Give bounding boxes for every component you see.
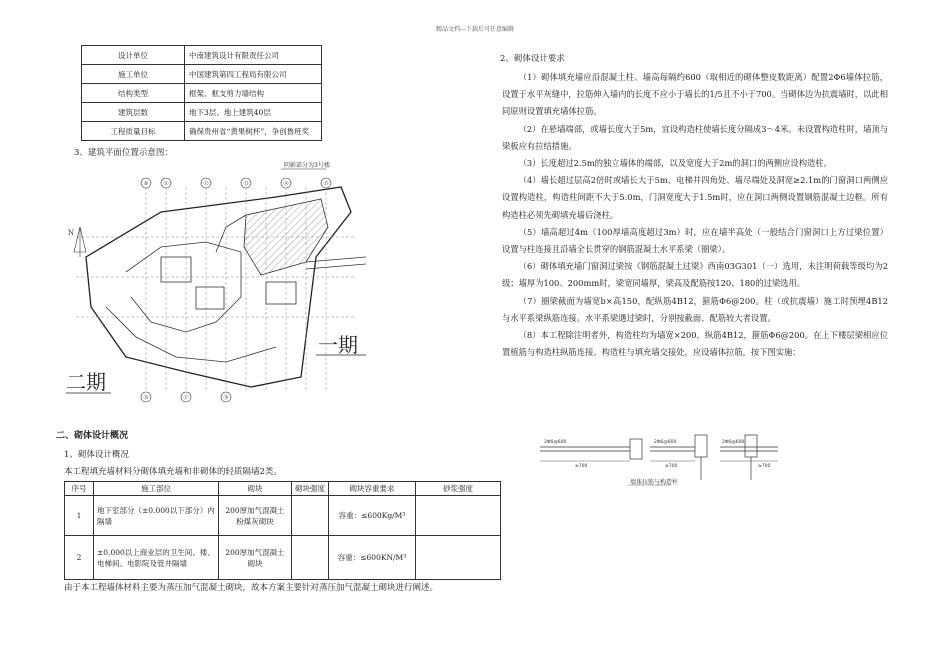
- table-row: 结构类型 框架、框支剪力墙结构: [82, 84, 322, 103]
- table-row: 建筑层数 地下3层、地上建筑40层: [82, 103, 322, 122]
- rebar-label: 2Φ6@600: [722, 440, 745, 445]
- subsection-heading: 1、砌体设计概况: [64, 450, 129, 460]
- section-heading-masonry: 二、砌体设计概况: [56, 431, 129, 441]
- site-plan-drawing: [66, 157, 406, 412]
- axis-label: ⑬: [243, 181, 249, 187]
- dimension-label: ≥700: [665, 464, 678, 469]
- table-header-row: 序号 施工部位 砌块 砌块强度 砌块容重要求 砂浆强度: [65, 482, 501, 496]
- site-plan-note: 阴影部分为3号楼: [284, 162, 330, 169]
- requirement-item: （3）长度超过2.5m的独立墙体的端部，以及宽度大于2m的洞口的两侧应设构造柱。: [518, 158, 832, 169]
- table-row: 设计单位 中南建筑设计有限责任公司: [82, 46, 322, 65]
- dimension-label: ≥700: [758, 464, 771, 469]
- site-plan-title: 3、建筑平面位置示意图：: [74, 148, 173, 158]
- project-info-table: [81, 45, 322, 141]
- masonry-closing-paragraph: 由于本工程墙体材料主要为蒸压加气混凝土砌块，故本方案主要针对蒸压加气混凝土砌块进行阐述。: [64, 583, 439, 593]
- figure-caption: 墙体拉筋与构造柱: [630, 479, 679, 486]
- axis-label: ⑱: [223, 395, 229, 401]
- rebar-label: 2Φ6@600: [544, 440, 567, 445]
- requirement-item: （5）墙高超过4m（100厚墙高度超过3m）时，应在墙半高处（一般结合门窗洞口上方过梁位置）设置与柱连接且沿墙全长贯穿的钢筋混凝土水平系梁（圈梁）。: [502, 226, 888, 255]
- page-header: 精品文档---下载后可任意编辑: [435, 26, 515, 33]
- requirements-body: [502, 69, 888, 361]
- wall-tie-detail-drawing: [530, 425, 790, 487]
- masonry-intro: 本工程填充墙材料分砌体填充墙和非砌体的轻质隔墙2类。: [64, 467, 282, 477]
- requirement-item: （1）砌体填充墙应沿混凝土柱、墙高每隔约600（取相近的砌体整皮数距离）配置2Φ6墙体拉筋，设置于水平灰缝中，拉筋伸入墙内的长度不应小于墙长的1/5且不小于700。当砌体边为抗震墙时，以此相同原则设置填充墙体拉筋。: [502, 72, 888, 117]
- phase-one-label: 一期: [318, 333, 358, 357]
- requirement-item: （6）砌体填充墙门窗洞过梁按《钢筋混凝土过梁》西南03G301（一）选用，未注明荷载等级均为2级；墙厚为100、200mm时，梁宽同墙厚，梁高及配筋按120、180的过梁选用。: [502, 261, 888, 289]
- axis-label: ⑯: [143, 395, 149, 401]
- axis-label: ⑰: [183, 395, 189, 401]
- masonry-table: [64, 481, 501, 580]
- table-row: 1 地下室部分（±0.000以下部分）内隔墙 200厚加气混凝土粉煤灰砌块 容重：≤600Kg/M³: [65, 496, 501, 536]
- phase-two-label: 二期: [66, 370, 106, 394]
- table-row: 施工单位 中国建筑第四工程局有限公司: [82, 65, 322, 84]
- requirement-item: （7）圈梁截面为墙宽b×高150，配纵筋4B12，箍筋Φ6@200。柱（或抗震墙）施工时预埋4B12与水平系梁纵筋连接。水平系梁遇过梁时，分别按截面、配筋较大者设置。: [502, 295, 888, 323]
- requirement-item: （4）墙长超过层高2倍时或墙长大于5m、电梯井四角处、墙尽端处及洞宽≥2.1m的门窗洞口两侧应设置构造柱，构造柱间距不大于5.0m，门洞宽度大于1.5m时，应在洞口两侧设置钢筋混凝土边框。所有构造柱必须先砌填充墙后浇柱。: [502, 175, 888, 220]
- axis-label: ⑮: [323, 181, 329, 187]
- dimension-label: ≥700: [575, 464, 588, 469]
- axis-label: ⑭: [283, 181, 289, 187]
- axis-label: ⑩: [143, 181, 149, 187]
- requirement-item: （8）本工程除注明者外，构造柱均为墙宽×200，纵筋4B12，箍筋Φ6@200。在上下楼层梁相应位置植筋与构造柱纵筋连接。构造柱与填充墙交接处，应设墙体拉筋，按下图实施：: [502, 330, 888, 358]
- axis-label: ⑪: [163, 181, 169, 187]
- table-row: 工程质量目标 确保贵州省“黄果树杯”，争创鲁班奖: [82, 122, 322, 141]
- rebar-label: 2Φ6@600: [654, 440, 677, 445]
- north-arrow-icon: [68, 227, 86, 257]
- requirements-heading: 2、砌体设计要求: [500, 54, 565, 64]
- svg-text:N: N: [68, 229, 75, 237]
- requirement-item: （2）在悬墙端部，或墙长度大于5m，宜设构造柱使墙长度分隔成3～4米。未设置构造柱时，墙顶与梁板应有拉结措施。: [502, 123, 888, 151]
- axis-label: ⑫: [203, 181, 209, 187]
- table-row: 2 ±0.000以上商业层的卫生间、楼、电梯间、电影院及管井隔墙 200厚加气混凝土砌块 容重：≤600KN/M³: [65, 536, 501, 580]
